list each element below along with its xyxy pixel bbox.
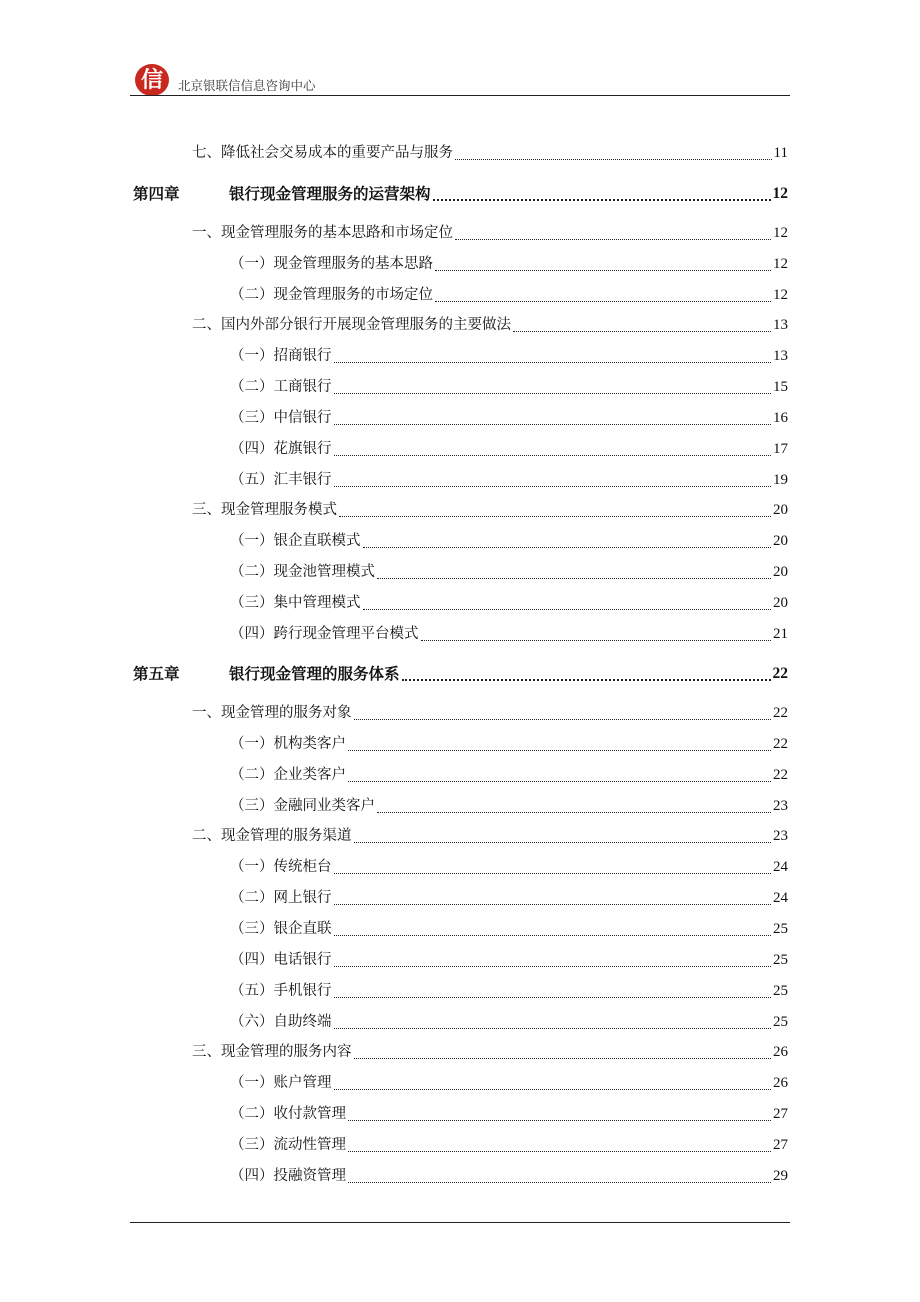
toc-entry-title: （三）金融同业类客户: [230, 798, 375, 814]
toc-entry-title: （二）网上银行: [230, 890, 332, 906]
toc-page-number: 25: [773, 952, 788, 968]
dot-leader: [348, 749, 771, 751]
toc-entry-title: （二）企业类客户: [230, 767, 346, 783]
toc-subsection-entry[interactable]: [230, 979, 788, 1001]
toc-entry-title: （二）工商银行: [230, 379, 332, 395]
footer-divider: [130, 1222, 790, 1223]
toc-page-number: 17: [773, 441, 788, 457]
dot-leader: [435, 300, 771, 302]
toc-page-number: 22: [772, 665, 788, 682]
toc-section-entry[interactable]: [192, 141, 788, 163]
dot-leader: [348, 780, 771, 782]
toc-entry-title: （三）中信银行: [230, 410, 332, 426]
toc-page-number: 20: [773, 595, 788, 611]
toc-entry-title: 银行现金管理服务的运营架构: [229, 184, 431, 203]
toc-entry-title: （三）银企直联: [230, 921, 332, 937]
toc-page-number: 11: [773, 145, 788, 161]
toc-entry-title: 七、降低社会交易成本的重要产品与服务: [192, 145, 453, 161]
toc-subsection-entry[interactable]: [230, 917, 788, 939]
toc-section-entry[interactable]: [192, 498, 788, 520]
toc-page-number: 23: [773, 798, 788, 814]
toc-subsection-entry[interactable]: [230, 855, 788, 877]
dot-leader: [354, 1057, 772, 1059]
dot-leader: [354, 718, 772, 720]
toc-page-number: 20: [773, 564, 788, 580]
toc-page-number: 27: [773, 1137, 788, 1153]
toc-page-number: 27: [773, 1106, 788, 1122]
toc-subsection-entry[interactable]: [230, 591, 788, 613]
toc-page-number: 24: [773, 890, 788, 906]
toc-page-number: 12: [773, 256, 788, 272]
toc-chapter-entry[interactable]: [133, 662, 788, 684]
dot-leader: [348, 1150, 771, 1152]
dot-leader: [334, 423, 772, 425]
toc-entry-title: （五）汇丰银行: [230, 472, 332, 488]
toc-page-number: 22: [773, 767, 788, 783]
dot-leader: [334, 392, 772, 394]
toc-subsection-entry[interactable]: [230, 948, 788, 970]
header-divider: [130, 95, 790, 96]
toc-subsection-entry[interactable]: [230, 529, 788, 551]
toc-section-entry[interactable]: [192, 313, 788, 335]
toc-page-number: 25: [773, 921, 788, 937]
dot-leader: [334, 454, 772, 456]
toc-entry-title: 银行现金管理的服务体系: [229, 664, 400, 683]
toc-entry-title: （四）电话银行: [230, 952, 332, 968]
dot-leader: [334, 903, 772, 905]
toc-entry-title: （一）账户管理: [230, 1075, 332, 1091]
toc-chapter-entry[interactable]: [133, 182, 788, 204]
org-name: 北京银联信信息咨询中心: [178, 78, 316, 93]
toc-page-number: 12: [773, 225, 788, 241]
toc-page-number: 25: [773, 983, 788, 999]
toc-page-number: 22: [773, 705, 788, 721]
toc-section-entry[interactable]: [192, 1040, 788, 1062]
toc-section-entry[interactable]: [192, 701, 788, 723]
dot-leader: [455, 238, 771, 240]
toc-subsection-entry[interactable]: [230, 1102, 788, 1124]
dot-leader: [334, 1088, 772, 1090]
logo-icon: 信: [135, 64, 169, 96]
chapter-number: 第五章: [133, 664, 180, 683]
toc-page-number: 25: [773, 1014, 788, 1030]
toc-subsection-entry[interactable]: [230, 1164, 788, 1186]
dot-leader: [334, 1027, 772, 1029]
dot-leader: [433, 198, 771, 201]
toc-entry-title: 三、现金管理服务模式: [192, 502, 337, 518]
toc-section-entry[interactable]: [192, 824, 788, 846]
toc-page-number: 15: [773, 379, 788, 395]
dot-leader: [339, 515, 771, 517]
toc-subsection-entry[interactable]: [230, 1010, 788, 1032]
toc-entry-title: 一、现金管理的服务对象: [192, 705, 352, 721]
toc-page-number: 13: [773, 317, 788, 333]
dot-leader: [455, 158, 772, 160]
toc-page-number: 29: [773, 1168, 788, 1184]
toc-page-number: 26: [773, 1075, 788, 1091]
page-header: [130, 62, 790, 98]
dot-leader: [334, 361, 772, 363]
dot-leader: [513, 330, 771, 332]
dot-leader: [402, 678, 771, 681]
dot-leader: [377, 577, 771, 579]
toc-subsection-entry[interactable]: [230, 732, 788, 754]
toc-entry-title: （一）现金管理服务的基本思路: [230, 256, 433, 272]
toc-entry-title: 一、现金管理服务的基本思路和市场定位: [192, 225, 453, 241]
dot-leader: [421, 639, 772, 641]
toc-entry-title: （一）银企直联模式: [230, 533, 361, 549]
dot-leader: [363, 546, 772, 548]
toc-subsection-entry[interactable]: [230, 344, 788, 366]
toc-entry-title: （二）现金管理服务的市场定位: [230, 287, 433, 303]
dot-leader: [334, 996, 772, 998]
toc-subsection-entry[interactable]: [230, 375, 788, 397]
toc-entry-title: （二）现金池管理模式: [230, 564, 375, 580]
toc-page-number: 22: [773, 736, 788, 752]
toc-page-number: 13: [773, 348, 788, 364]
toc-subsection-entry[interactable]: [230, 763, 788, 785]
toc-page-number: 20: [773, 502, 788, 518]
dot-leader: [363, 608, 772, 610]
toc-entry-title: （一）招商银行: [230, 348, 332, 364]
toc-page-number: 12: [772, 185, 788, 202]
toc-page-number: 24: [773, 859, 788, 875]
dot-leader: [348, 1181, 771, 1183]
toc-subsection-entry[interactable]: [230, 468, 788, 490]
toc-page-number: 16: [773, 410, 788, 426]
toc-entry-title: 三、现金管理的服务内容: [192, 1044, 352, 1060]
toc-subsection-entry[interactable]: [230, 1133, 788, 1155]
toc-entry-title: （二）收付款管理: [230, 1106, 346, 1122]
dot-leader: [348, 1119, 771, 1121]
toc-subsection-entry[interactable]: [230, 794, 788, 816]
toc-page-number: 21: [773, 626, 788, 642]
toc-entry-title: （四）投融资管理: [230, 1168, 346, 1184]
dot-leader: [334, 485, 772, 487]
toc-entry-title: 二、国内外部分银行开展现金管理服务的主要做法: [192, 317, 511, 333]
toc-subsection-entry[interactable]: [230, 252, 788, 274]
toc-entry-title: （四）花旗银行: [230, 441, 332, 457]
dot-leader: [435, 269, 771, 271]
toc-entry-title: （三）流动性管理: [230, 1137, 346, 1153]
toc-entry-title: （四）跨行现金管理平台模式: [230, 626, 419, 642]
toc-page-number: 12: [773, 287, 788, 303]
toc-page-number: 23: [773, 828, 788, 844]
dot-leader: [354, 841, 772, 843]
dot-leader: [334, 934, 772, 936]
dot-leader: [377, 811, 771, 813]
toc-section-entry[interactable]: [192, 221, 788, 243]
toc-entry-title: 二、现金管理的服务渠道: [192, 828, 352, 844]
dot-leader: [334, 872, 772, 874]
toc-entry-title: （三）集中管理模式: [230, 595, 361, 611]
toc-subsection-entry[interactable]: [230, 622, 788, 644]
toc-entry-title: （五）手机银行: [230, 983, 332, 999]
dot-leader: [334, 965, 772, 967]
toc-subsection-entry[interactable]: [230, 886, 788, 908]
toc-subsection-entry[interactable]: [230, 1071, 788, 1093]
toc-entry-title: （一）机构类客户: [230, 736, 346, 752]
toc-subsection-entry[interactable]: [230, 560, 788, 582]
toc-page-number: 20: [773, 533, 788, 549]
toc-subsection-entry[interactable]: [230, 406, 788, 428]
toc-page-number: 19: [773, 472, 788, 488]
toc-subsection-entry[interactable]: [230, 283, 788, 305]
toc-entry-title: （六）自助终端: [230, 1014, 332, 1030]
toc-subsection-entry[interactable]: [230, 437, 788, 459]
toc-entry-title: （一）传统柜台: [230, 859, 332, 875]
chapter-number: 第四章: [133, 184, 180, 203]
toc-page-number: 26: [773, 1044, 788, 1060]
